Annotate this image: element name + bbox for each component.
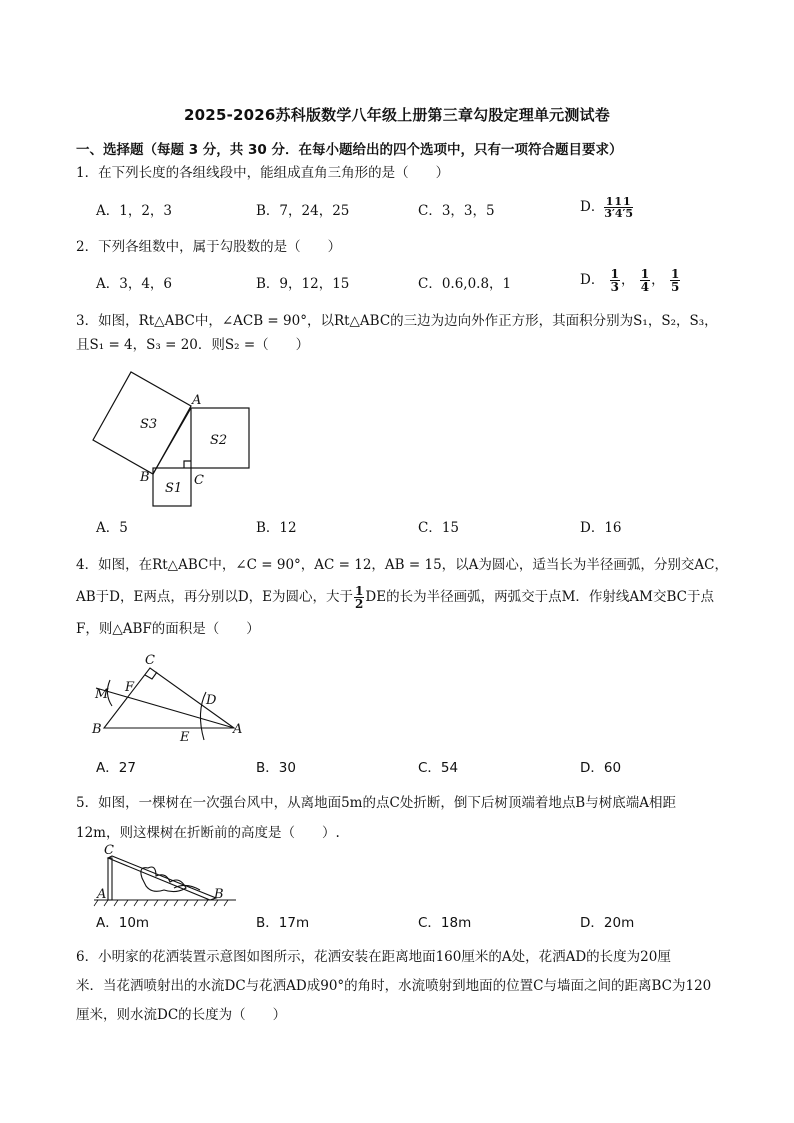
fraction-numerators: 111 [605, 195, 632, 208]
fraction: $\frac{1}{5}$ [670, 267, 680, 294]
label-s2: S2 [210, 433, 228, 448]
option-b: B．9，12，15 [256, 276, 350, 292]
fraction-denominators: 3′4′5 [604, 207, 634, 220]
option-a: A．27 [96, 760, 136, 776]
label-f: F [125, 680, 135, 695]
question-text: 下列各组数中，属于勾股数的是（ ） [98, 239, 342, 255]
fraction: $\frac{1}{4}$ [640, 267, 650, 294]
label-s3: S3 [140, 417, 158, 432]
label-a: A [233, 722, 243, 737]
question-line: 5．如图，一棵树在一次强台风中，从离地面5m的点C处折断，倒下后树顶端着地点B与树底端A相距 [76, 795, 676, 811]
option-label: D． [580, 272, 605, 288]
question-6 [76, 943, 776, 1030]
option-c: C．0.6,0.8，1 [418, 276, 512, 292]
option-c: C．15 [418, 520, 460, 536]
question-line: AB于D，E两点，再分别以D，E为圆心，大于 $\frac{1}{2}$ DE的长为半径画弧，两弧交于点M．作射线AM交BC于点 [76, 584, 714, 611]
label-d: D [206, 693, 217, 708]
question-line: 3．如图，Rt△ABC中，∠ACB = 90°，以Rt△ABC的三边为边向外作正方形，其面积分别为S₁，S₂，S₃， [76, 313, 718, 329]
question-line: F，则△ABF的面积是（ ） [76, 621, 260, 637]
question-line: 12m，则这棵树在折断前的高度是（ ）. [76, 825, 340, 841]
option-b: B．12 [256, 520, 297, 536]
option-c: C．54 [418, 760, 459, 776]
question-line: 4．如图，在Rt△ABC中，∠C = 90°，AC = 12，AB = 15，以A为圆心，适当长为半径画弧，分别交AC， [76, 557, 728, 573]
question-line: 且S₁ = 4，S₃ = 20．则S₂ =（ ） [76, 337, 310, 353]
question-4 [76, 551, 776, 643]
option-d: D．60 [580, 760, 622, 776]
label-e: E [180, 730, 190, 745]
question-line: 米．当花洒喷射出的水流DC与花洒AD成90°的角时，水流喷射到地面的位置C与墙面之间的距离BC为120 [76, 978, 712, 994]
option-b: B．7，24，25 [256, 203, 350, 219]
question-text: 在下列长度的各组线段中，能组成直角三角形的是（ ） [98, 165, 450, 181]
label-b: B [92, 722, 102, 737]
tree-trunk [108, 858, 112, 900]
option-b: B．17m [256, 915, 310, 931]
option-b: B．30 [256, 760, 296, 776]
option-c: C．3，3，5 [418, 203, 495, 219]
label-a: A [192, 393, 202, 408]
page-title: 2025-2026苏科版数学八年级上册第三章勾股定理单元测试卷 [184, 106, 610, 124]
option-a: A．3，4，6 [96, 276, 173, 292]
option-label: D． [580, 199, 605, 215]
question-line: 6．小明家的花洒装置示意图如图所示，花洒安装在距离地面160厘米的A处，花洒AD的长度为20厘 [76, 949, 671, 965]
fraction-list [604, 196, 633, 219]
fraction-half: $\frac{1}{2}$ [355, 584, 364, 611]
fraction: $\frac{1}{3}$ [610, 267, 619, 294]
squares-figure [88, 368, 258, 510]
question-number: 4． [76, 557, 99, 573]
right-angle-mark [184, 461, 191, 468]
option-d: D．16 [580, 520, 622, 536]
label-c: C [194, 473, 204, 488]
tree-figure [90, 842, 240, 910]
hypotenuse-ab [153, 408, 191, 474]
label-c: C [104, 843, 114, 858]
question-line: 厘米，则水流DC的长度为（ ） [76, 1007, 287, 1023]
question-1 [76, 163, 776, 183]
question-number: 5． [76, 795, 99, 811]
label-b: B [140, 470, 150, 485]
section-heading: 一、选择题（每题 3 分，共 30 分．在每小题给出的四个选项中，只有一项符合题目要求） [76, 142, 623, 158]
label-a: A [97, 887, 107, 902]
question-number: 1． [76, 165, 99, 181]
question-3 [76, 309, 776, 357]
question-2 [76, 237, 776, 257]
triangle-figure [88, 650, 248, 745]
label-c: C [145, 653, 155, 668]
question-5 [76, 788, 776, 848]
question-number: 6． [76, 949, 99, 965]
label-b: B [214, 887, 224, 902]
ground-hatch [94, 900, 228, 906]
fallen-trunk [108, 856, 216, 900]
question-number: 3． [76, 313, 99, 329]
option-a: A．10m [96, 915, 150, 931]
option-a: A．1，2，3 [96, 203, 173, 219]
option-d [580, 196, 633, 219]
label-m: M [95, 687, 109, 702]
option-d: D． $\frac{1}{3}$ ， $\frac{1}{4}$ ， $\frac{1}{5}$ [580, 267, 680, 294]
option-d: D．20m [580, 915, 635, 931]
label-s1: S1 [165, 481, 183, 496]
option-c: C．18m [418, 915, 472, 931]
question-number: 2． [76, 239, 99, 255]
option-a: A．5 [96, 520, 128, 536]
